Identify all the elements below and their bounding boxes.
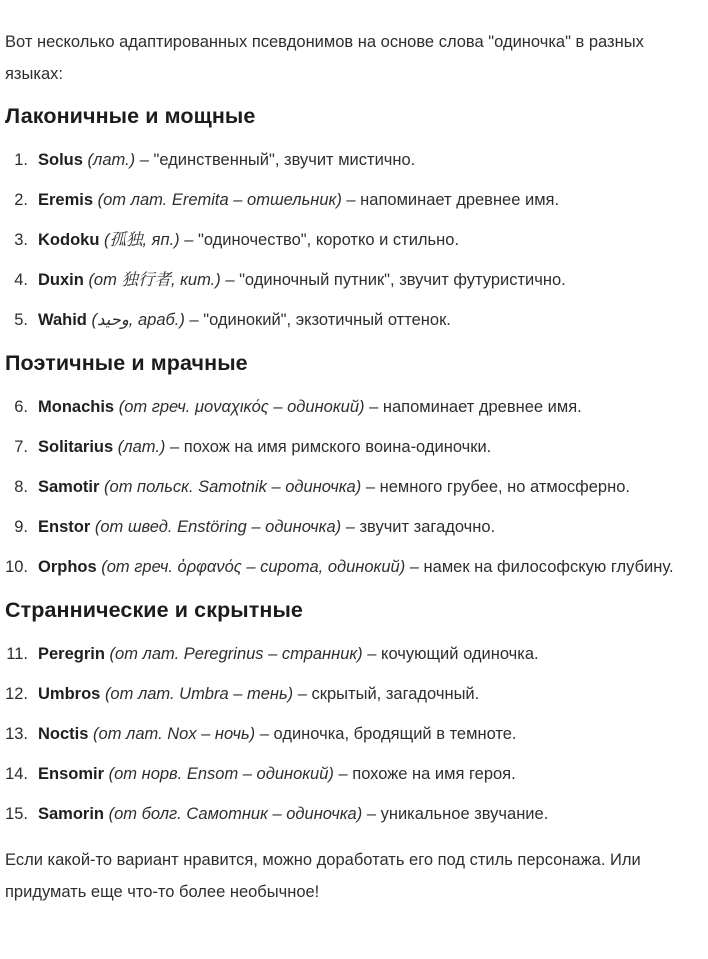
item-number: 7. <box>14 438 28 456</box>
item-description: – одиночка, бродящий в темноте. <box>259 725 517 743</box>
item-origin: (лат.) <box>117 438 166 456</box>
item-name: Umbros <box>38 685 101 703</box>
list-item <box>5 644 700 664</box>
item-description: – "одиночный путник", звучит футуристично. <box>225 271 566 289</box>
item-text <box>38 557 674 577</box>
item-text <box>38 150 415 170</box>
item-description: – "единственный", звучит мистично. <box>139 151 416 169</box>
item-origin: (от лат. Peregrinus – странник) <box>109 645 363 663</box>
section-heading: Лаконичные и мощные <box>5 104 256 128</box>
item-origin: (лат.) <box>87 151 136 169</box>
item-number: 1. <box>14 151 28 169</box>
item-number: 5. <box>14 311 28 329</box>
item-origin: (от 独行者, кит.) <box>88 271 221 289</box>
item-name: Enstor <box>38 518 91 536</box>
list-item <box>5 397 700 417</box>
intro-paragraph: Вот несколько адаптированных псевдонимов на основе слова "одиночка" в разных языках: <box>5 33 644 83</box>
item-description: – напоминает древнее имя. <box>369 398 582 416</box>
item-name: Monachis <box>38 398 115 416</box>
item-text <box>38 310 451 330</box>
pseudonym-list <box>5 150 700 330</box>
item-description: – немного грубее, но атмосферно. <box>365 478 630 496</box>
item-name: Samotir <box>38 478 100 496</box>
item-origin: (от норв. Ensom – одинокий) <box>108 765 334 783</box>
item-origin: (от польск. Samotnik – одиночка) <box>104 478 362 496</box>
list-item <box>5 517 700 537</box>
item-origin: (от лат. Eremita – отшельник) <box>97 191 342 209</box>
list-item <box>5 150 700 170</box>
list-item <box>5 764 700 784</box>
item-text <box>38 477 630 497</box>
list-item <box>5 310 700 330</box>
section-heading: Страннические и скрытные <box>5 598 303 622</box>
item-number: 2. <box>14 191 28 209</box>
item-name: Duxin <box>38 271 84 289</box>
pseudonym-section <box>5 350 700 577</box>
item-number: 9. <box>14 518 28 536</box>
section-heading: Поэтичные и мрачные <box>5 351 248 375</box>
item-origin: (от греч. ὀρφανός – сирота, одинокий) <box>101 558 406 576</box>
item-origin: (от болг. Самотник – одиночка) <box>108 805 363 823</box>
item-name: Wahid <box>38 311 87 329</box>
item-description: – похоже на имя героя. <box>338 765 516 783</box>
item-number: 4. <box>14 271 28 289</box>
item-origin: (孤独, яп.) <box>104 231 180 249</box>
item-description: – кочующий одиночка. <box>367 645 539 663</box>
item-text <box>38 397 582 417</box>
item-name: Solus <box>38 151 83 169</box>
item-description: – похож на имя римского воина-одиночки. <box>170 438 492 456</box>
list-item <box>5 230 700 250</box>
list-item <box>5 190 700 210</box>
item-description: – скрытый, загадочный. <box>297 685 480 703</box>
item-text <box>38 517 495 537</box>
item-number: 8. <box>14 478 28 496</box>
item-number: 12. <box>5 685 28 703</box>
item-number: 13. <box>5 725 28 743</box>
item-name: Kodoku <box>38 231 100 249</box>
item-number: 10. <box>5 558 28 576</box>
item-origin: (от греч. μοναχικός – одинокий) <box>118 398 365 416</box>
item-description: – намек на философскую глубину. <box>409 558 674 576</box>
pseudonym-section <box>5 597 700 824</box>
item-origin: (от лат. Nox – ночь) <box>93 725 256 743</box>
item-number: 11. <box>6 645 28 663</box>
item-description: – "одиночество", коротко и стильно. <box>184 231 460 249</box>
item-origin: (от швед. Enstöring – одиночка) <box>94 518 342 536</box>
item-description: – звучит загадочно. <box>345 518 496 536</box>
item-number: 15. <box>5 805 28 823</box>
list-item <box>5 270 700 290</box>
list-item <box>5 477 700 497</box>
item-name: Eremis <box>38 191 94 209</box>
item-origin: (وحيد, араб.) <box>91 311 185 329</box>
sections <box>5 103 700 824</box>
item-name: Ensomir <box>38 765 105 783</box>
pseudonym-section <box>5 103 700 330</box>
item-text <box>38 804 548 824</box>
item-origin: (от лат. Umbra – тень) <box>104 685 294 703</box>
list-item <box>5 684 700 704</box>
item-name: Samorin <box>38 805 105 823</box>
item-name: Orphos <box>38 558 97 576</box>
pseudonym-list <box>5 644 700 824</box>
item-text <box>38 764 516 784</box>
item-description: – "одинокий", экзотичный оттенок. <box>189 311 451 329</box>
item-number: 6. <box>14 398 28 416</box>
item-number: 3. <box>14 231 28 249</box>
item-text <box>38 190 559 210</box>
item-name: Solitarius <box>38 438 114 456</box>
item-number: 14. <box>5 765 28 783</box>
item-name: Noctis <box>38 725 89 743</box>
item-text <box>38 437 491 457</box>
item-text <box>38 724 517 744</box>
item-text <box>38 644 539 664</box>
list-item <box>5 437 700 457</box>
item-text <box>38 270 566 290</box>
list-item <box>5 724 700 744</box>
pseudonym-list <box>5 397 700 577</box>
item-name: Peregrin <box>38 645 105 663</box>
list-item <box>5 804 700 824</box>
item-description: – уникальное звучание. <box>366 805 549 823</box>
item-text <box>38 684 479 704</box>
outro-paragraph: Если какой-то вариант нравится, можно доработать его под стиль персонажа. Или придумать еще что-то более необычное! <box>5 851 641 901</box>
item-text <box>38 230 459 250</box>
list-item <box>5 557 700 577</box>
item-description: – напоминает древнее имя. <box>346 191 560 209</box>
